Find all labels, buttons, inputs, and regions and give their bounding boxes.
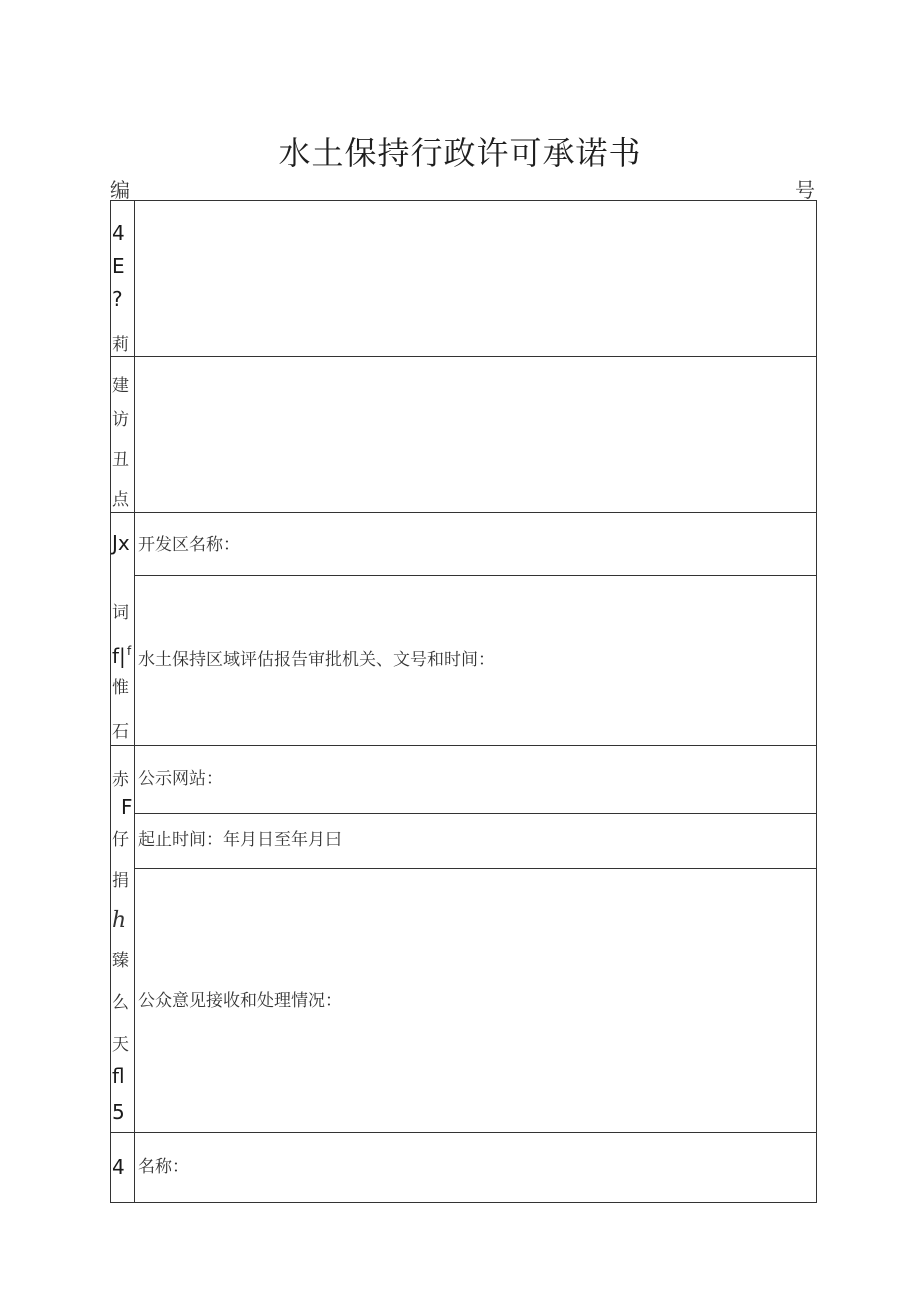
left-glyph: h <box>112 908 127 933</box>
row-divider <box>134 813 817 814</box>
name-field: 名称： <box>138 1157 189 1177</box>
row-divider <box>134 575 817 576</box>
dev-zone-name-field: 开发区名称： <box>138 535 240 555</box>
public-feedback-field: 公众意见接收和处理情况： <box>138 991 342 1011</box>
left-glyph: E <box>112 254 125 278</box>
row-divider <box>110 512 817 513</box>
row-divider <box>110 1132 817 1133</box>
left-glyph: F <box>121 795 133 819</box>
left-glyph: 莉 <box>112 335 129 355</box>
left-glyph: 访 <box>112 410 129 430</box>
row-divider <box>134 868 817 869</box>
left-glyph: 丑 <box>112 450 129 470</box>
left-glyph: 臻 <box>112 951 129 971</box>
number-label-left: 编 <box>110 178 130 202</box>
assessment-approval-field: 水土保持区域评估报告审批机关、文号和时间： <box>138 650 495 670</box>
left-glyph: 天 <box>112 1035 129 1055</box>
left-glyph-superscript: f <box>127 644 132 658</box>
left-glyph: 点 <box>112 490 129 510</box>
left-glyph: f| <box>112 644 126 668</box>
left-glyph: 赤 <box>112 770 129 790</box>
page-title: 水土保持行政许可承诺书 <box>278 134 642 172</box>
public-website-field: 公示网站： <box>138 769 223 789</box>
row-divider <box>110 356 817 357</box>
left-glyph: Jx <box>112 531 130 555</box>
left-glyph: ? <box>112 287 123 311</box>
left-glyph: 5 <box>112 1100 125 1124</box>
left-glyph: 建 <box>112 376 129 396</box>
number-label-right: 号 <box>795 178 815 202</box>
left-glyph: 词 <box>112 603 129 623</box>
left-glyph: fl <box>112 1064 125 1088</box>
left-glyph: 4 <box>112 221 125 245</box>
left-glyph: 惟 <box>112 678 129 698</box>
left-glyph: 4 <box>112 1155 125 1179</box>
left-glyph: 捐 <box>112 871 129 891</box>
form-table <box>110 200 817 1203</box>
row-divider <box>110 745 817 746</box>
period-field: 起止时间：年月日至年月曰 <box>138 830 342 850</box>
column-divider <box>134 200 135 1203</box>
left-glyph: 么 <box>112 993 129 1013</box>
left-glyph: 仔 <box>112 830 129 850</box>
left-glyph: 石 <box>112 722 129 742</box>
